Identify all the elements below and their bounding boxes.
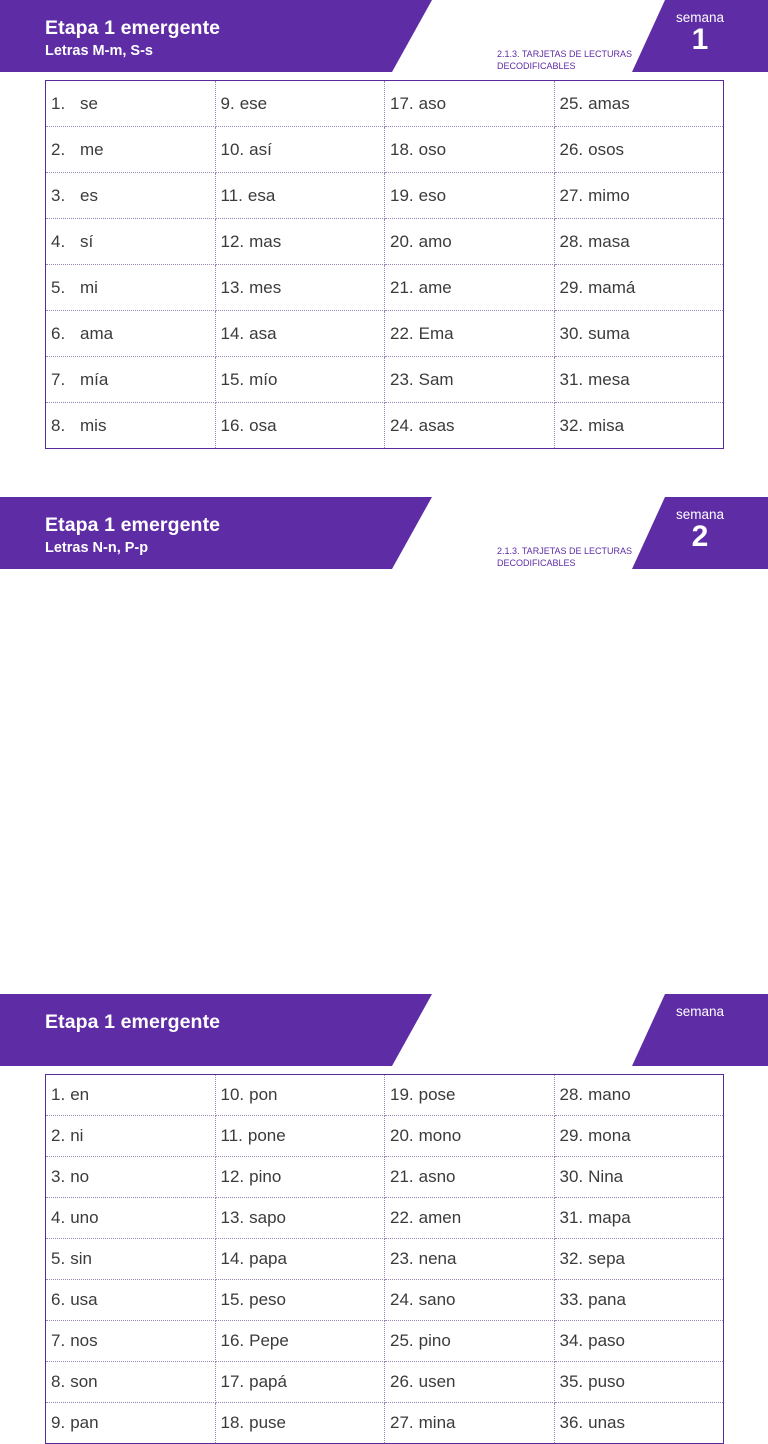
word-number: 5. <box>51 1249 66 1268</box>
word-cell <box>215 1116 385 1157</box>
word-cell <box>46 1321 216 1362</box>
word-number: 16. <box>220 415 245 435</box>
word-text: mapa <box>588 1208 631 1227</box>
word-text: en <box>70 1085 90 1104</box>
word-cell <box>215 1280 385 1321</box>
word-text: paso <box>588 1331 626 1350</box>
word-text: papá <box>249 1372 287 1391</box>
word-text: nos <box>70 1331 98 1350</box>
word-number: 2. <box>51 1126 66 1145</box>
word-number: 20. <box>390 231 414 251</box>
word-number: 30. <box>559 1167 584 1186</box>
word-row <box>46 357 724 403</box>
word-cell <box>385 1239 555 1280</box>
word-text: ese <box>239 93 268 113</box>
word-cell <box>215 1321 385 1362</box>
word-text: mona <box>588 1126 631 1145</box>
word-text: mío <box>249 369 278 389</box>
word-cell <box>385 1075 555 1116</box>
word-text: aso <box>418 93 447 113</box>
word-table <box>45 80 724 449</box>
word-text: oso <box>418 139 447 159</box>
word-number: 19. <box>390 185 414 205</box>
word-cell <box>554 1362 724 1403</box>
word-number: 26. <box>559 139 584 159</box>
word-cell <box>554 403 724 449</box>
word-row <box>46 1403 724 1444</box>
word-number: 18. <box>220 1413 245 1432</box>
word-cell <box>385 1321 555 1362</box>
word-number: 31. <box>559 1208 584 1227</box>
section-code-line-2: DECODIFICABLES <box>497 61 576 71</box>
word-number: 7. <box>51 1331 66 1350</box>
word-cell <box>385 265 555 311</box>
word-text: puso <box>588 1372 626 1391</box>
word-row <box>46 1116 724 1157</box>
word-text: misa <box>588 415 625 435</box>
word-number: 5. <box>51 277 66 297</box>
word-row <box>46 265 724 311</box>
word-row <box>46 127 724 173</box>
word-number: 28. <box>559 231 584 251</box>
word-cell <box>554 1116 724 1157</box>
word-text: osa <box>249 415 277 435</box>
word-cell <box>554 219 724 265</box>
word-cell <box>554 265 724 311</box>
word-text: mono <box>418 1126 462 1145</box>
word-text: son <box>70 1372 98 1391</box>
word-text: sepa <box>588 1249 626 1268</box>
word-text: mamá <box>588 277 636 297</box>
word-number: 17. <box>220 1372 245 1391</box>
word-cell <box>215 1239 385 1280</box>
word-number: 16. <box>220 1331 245 1350</box>
word-cell <box>46 1157 216 1198</box>
word-cell <box>215 357 385 403</box>
word-number: 17. <box>390 93 414 113</box>
word-cell <box>385 357 555 403</box>
word-number: 24. <box>390 1290 414 1309</box>
word-cell <box>385 173 555 219</box>
word-cell <box>554 1075 724 1116</box>
word-text: pino <box>249 1167 282 1186</box>
word-cell <box>215 403 385 449</box>
word-cell <box>46 1362 216 1403</box>
word-text: sapo <box>249 1208 287 1227</box>
word-row <box>46 173 724 219</box>
word-number: 15. <box>220 1290 245 1309</box>
word-text: unas <box>588 1413 626 1432</box>
word-number: 1. <box>51 1085 66 1104</box>
word-text: mas <box>249 231 282 251</box>
word-text: eso <box>418 185 447 205</box>
word-row <box>46 1075 724 1116</box>
word-text: usa <box>70 1290 98 1309</box>
word-cell <box>554 1239 724 1280</box>
word-text: Nina <box>588 1167 624 1186</box>
word-cell <box>554 1321 724 1362</box>
word-number: 10. <box>220 1085 245 1104</box>
word-number: 34. <box>559 1331 584 1350</box>
word-row <box>46 403 724 449</box>
word-text: sí <box>80 231 94 251</box>
word-number: 14. <box>220 1249 245 1268</box>
word-cell <box>554 311 724 357</box>
word-cell <box>215 1198 385 1239</box>
word-cell <box>385 311 555 357</box>
word-number: 13. <box>220 1208 245 1227</box>
section-code-line-1: 2.1.3. TARJETAS DE LECTURAS <box>497 546 633 556</box>
word-cell <box>46 81 216 127</box>
word-cell <box>215 1362 385 1403</box>
week-label: semana <box>675 1004 725 1019</box>
word-cell <box>385 1280 555 1321</box>
word-number: 10. <box>220 139 245 159</box>
word-number: 29. <box>559 1126 584 1145</box>
word-number: 21. <box>390 1167 414 1186</box>
word-text: mis <box>80 415 107 435</box>
reading-card-week-3 <box>0 994 768 1066</box>
word-text: masa <box>588 231 630 251</box>
word-cell <box>215 265 385 311</box>
word-cell <box>46 173 216 219</box>
word-text: puse <box>249 1413 287 1432</box>
word-number: 9. <box>51 1413 66 1432</box>
word-text: asno <box>418 1167 456 1186</box>
word-cell <box>385 219 555 265</box>
card-title: Etapa 1 emergente <box>45 1011 221 1033</box>
word-cell <box>46 1198 216 1239</box>
word-cell <box>385 1157 555 1198</box>
word-cell <box>385 127 555 173</box>
word-text: amo <box>418 231 452 251</box>
card-header <box>0 994 768 1066</box>
word-text: mes <box>249 277 282 297</box>
word-text: mi <box>80 277 98 297</box>
word-number: 3. <box>51 1167 66 1186</box>
word-number: 12. <box>220 1167 245 1186</box>
word-number: 29. <box>559 277 584 297</box>
word-text: peso <box>249 1290 287 1309</box>
word-cell <box>554 1403 724 1444</box>
word-text: así <box>249 139 272 159</box>
word-row <box>46 1239 724 1280</box>
word-number: 28. <box>559 1085 584 1104</box>
word-text: osos <box>588 139 625 159</box>
word-number: 30. <box>559 323 584 343</box>
word-number: 15. <box>220 369 245 389</box>
word-number: 8. <box>51 1372 66 1391</box>
word-number: 6. <box>51 323 66 343</box>
word-cell <box>46 1075 216 1116</box>
word-number: 24. <box>390 415 414 435</box>
word-text: usen <box>418 1372 456 1391</box>
word-row <box>46 81 724 127</box>
word-number: 19. <box>390 1085 414 1104</box>
word-text: amas <box>588 93 630 113</box>
word-text: mimo <box>588 185 630 205</box>
card-header <box>0 497 768 569</box>
word-cell <box>385 1116 555 1157</box>
word-text: pan <box>70 1413 99 1432</box>
word-text: nena <box>418 1249 457 1268</box>
section-code-line-1: 2.1.3. TARJETAS DE LECTURAS <box>497 49 633 59</box>
word-text: es <box>80 185 98 205</box>
word-row <box>46 1280 724 1321</box>
word-cell <box>385 403 555 449</box>
word-row <box>46 1321 724 1362</box>
card-title: Etapa 1 emergente <box>45 17 221 39</box>
card-subtitle: Letras M-m, S-s <box>45 43 153 59</box>
word-number: 25. <box>390 1331 414 1350</box>
word-text: mina <box>418 1413 456 1432</box>
word-text: pon <box>249 1085 278 1104</box>
word-cell <box>554 1280 724 1321</box>
word-text: uno <box>70 1208 99 1227</box>
word-cell <box>46 219 216 265</box>
word-number: 20. <box>390 1126 414 1145</box>
word-cell <box>215 311 385 357</box>
word-text: asas <box>418 415 455 435</box>
word-number: 3. <box>51 185 66 205</box>
word-number: 23. <box>390 369 414 389</box>
word-text: pino <box>418 1331 451 1350</box>
word-text: amen <box>418 1208 462 1227</box>
section-code-line-2: DECODIFICABLES <box>497 558 576 568</box>
word-number: 31. <box>559 369 584 389</box>
word-text: sano <box>418 1290 456 1309</box>
word-text: pose <box>418 1085 456 1104</box>
word-number: 23. <box>390 1249 414 1268</box>
word-cell <box>554 1157 724 1198</box>
word-text: asa <box>249 323 277 343</box>
section-code <box>497 48 647 72</box>
section-code <box>497 545 647 569</box>
word-number: 26. <box>390 1372 414 1391</box>
word-number: 27. <box>559 185 584 205</box>
word-number: 14. <box>220 323 245 343</box>
word-cell <box>46 357 216 403</box>
week-number: 1 <box>691 23 709 56</box>
word-row <box>46 219 724 265</box>
word-text: Pepe <box>249 1331 289 1350</box>
word-cell <box>215 1075 385 1116</box>
word-number: 12. <box>220 231 245 251</box>
word-cell <box>385 1198 555 1239</box>
word-number: 25. <box>559 93 584 113</box>
word-cell <box>554 81 724 127</box>
word-text: mesa <box>588 369 630 389</box>
word-number: 36. <box>559 1413 584 1432</box>
word-number: 9. <box>220 93 235 113</box>
word-number: 27. <box>390 1413 414 1432</box>
word-number: 8. <box>51 415 66 435</box>
word-number: 6. <box>51 1290 66 1309</box>
word-text: Ema <box>418 323 454 343</box>
word-cell <box>46 403 216 449</box>
word-row <box>46 1362 724 1403</box>
word-number: 21. <box>390 277 414 297</box>
week-number: 2 <box>691 520 709 553</box>
word-text: pana <box>588 1290 626 1309</box>
word-text: papa <box>249 1249 287 1268</box>
word-cell <box>385 1362 555 1403</box>
word-text: ama <box>80 323 114 343</box>
word-number: 18. <box>390 139 414 159</box>
word-cell <box>215 173 385 219</box>
word-text: se <box>80 93 98 113</box>
word-row <box>46 1198 724 1239</box>
word-cell <box>215 219 385 265</box>
word-text: me <box>80 139 104 159</box>
word-cell <box>554 127 724 173</box>
word-cell <box>554 357 724 403</box>
word-number: 2. <box>51 139 66 159</box>
word-cell <box>215 1157 385 1198</box>
word-text: sin <box>70 1249 92 1268</box>
word-cell <box>385 1403 555 1444</box>
word-cell <box>46 1403 216 1444</box>
word-number: 11. <box>220 1126 243 1145</box>
word-number: 35. <box>559 1372 584 1391</box>
word-text: esa <box>247 185 276 205</box>
word-cell <box>46 127 216 173</box>
word-cell <box>46 1239 216 1280</box>
word-number: 4. <box>51 231 66 251</box>
word-text: ame <box>418 277 452 297</box>
word-number: 7. <box>51 369 66 389</box>
word-number: 33. <box>559 1290 584 1309</box>
word-cell <box>215 81 385 127</box>
card-subtitle: Letras N-n, P-p <box>45 540 149 556</box>
word-text: Sam <box>418 369 454 389</box>
word-cell <box>46 311 216 357</box>
word-cell <box>385 81 555 127</box>
word-number: 13. <box>220 277 245 297</box>
word-number: 1. <box>51 93 66 113</box>
word-table <box>45 1074 724 1444</box>
reading-card-week-1 <box>0 0 768 435</box>
word-text: mía <box>80 369 109 389</box>
word-number: 22. <box>390 323 414 343</box>
word-cell <box>46 265 216 311</box>
word-number: 32. <box>559 415 584 435</box>
card-title: Etapa 1 emergente <box>45 514 221 536</box>
word-cell <box>215 127 385 173</box>
week-label: semana <box>675 10 725 25</box>
reading-card-week-2 <box>0 497 768 1432</box>
word-text: ni <box>70 1126 84 1145</box>
week-label: semana <box>675 507 725 522</box>
word-number: 4. <box>51 1208 66 1227</box>
word-number: 32. <box>559 1249 584 1268</box>
card-header <box>0 0 768 72</box>
word-number: 22. <box>390 1208 414 1227</box>
word-cell <box>215 1403 385 1444</box>
word-cell <box>554 173 724 219</box>
word-text: mano <box>588 1085 631 1104</box>
word-text: pone <box>247 1126 286 1145</box>
word-cell <box>46 1280 216 1321</box>
word-number: 11. <box>220 185 243 205</box>
word-text: no <box>70 1167 90 1186</box>
word-cell <box>46 1116 216 1157</box>
word-row <box>46 311 724 357</box>
word-cell <box>554 1198 724 1239</box>
word-text: suma <box>588 323 630 343</box>
word-row <box>46 1157 724 1198</box>
